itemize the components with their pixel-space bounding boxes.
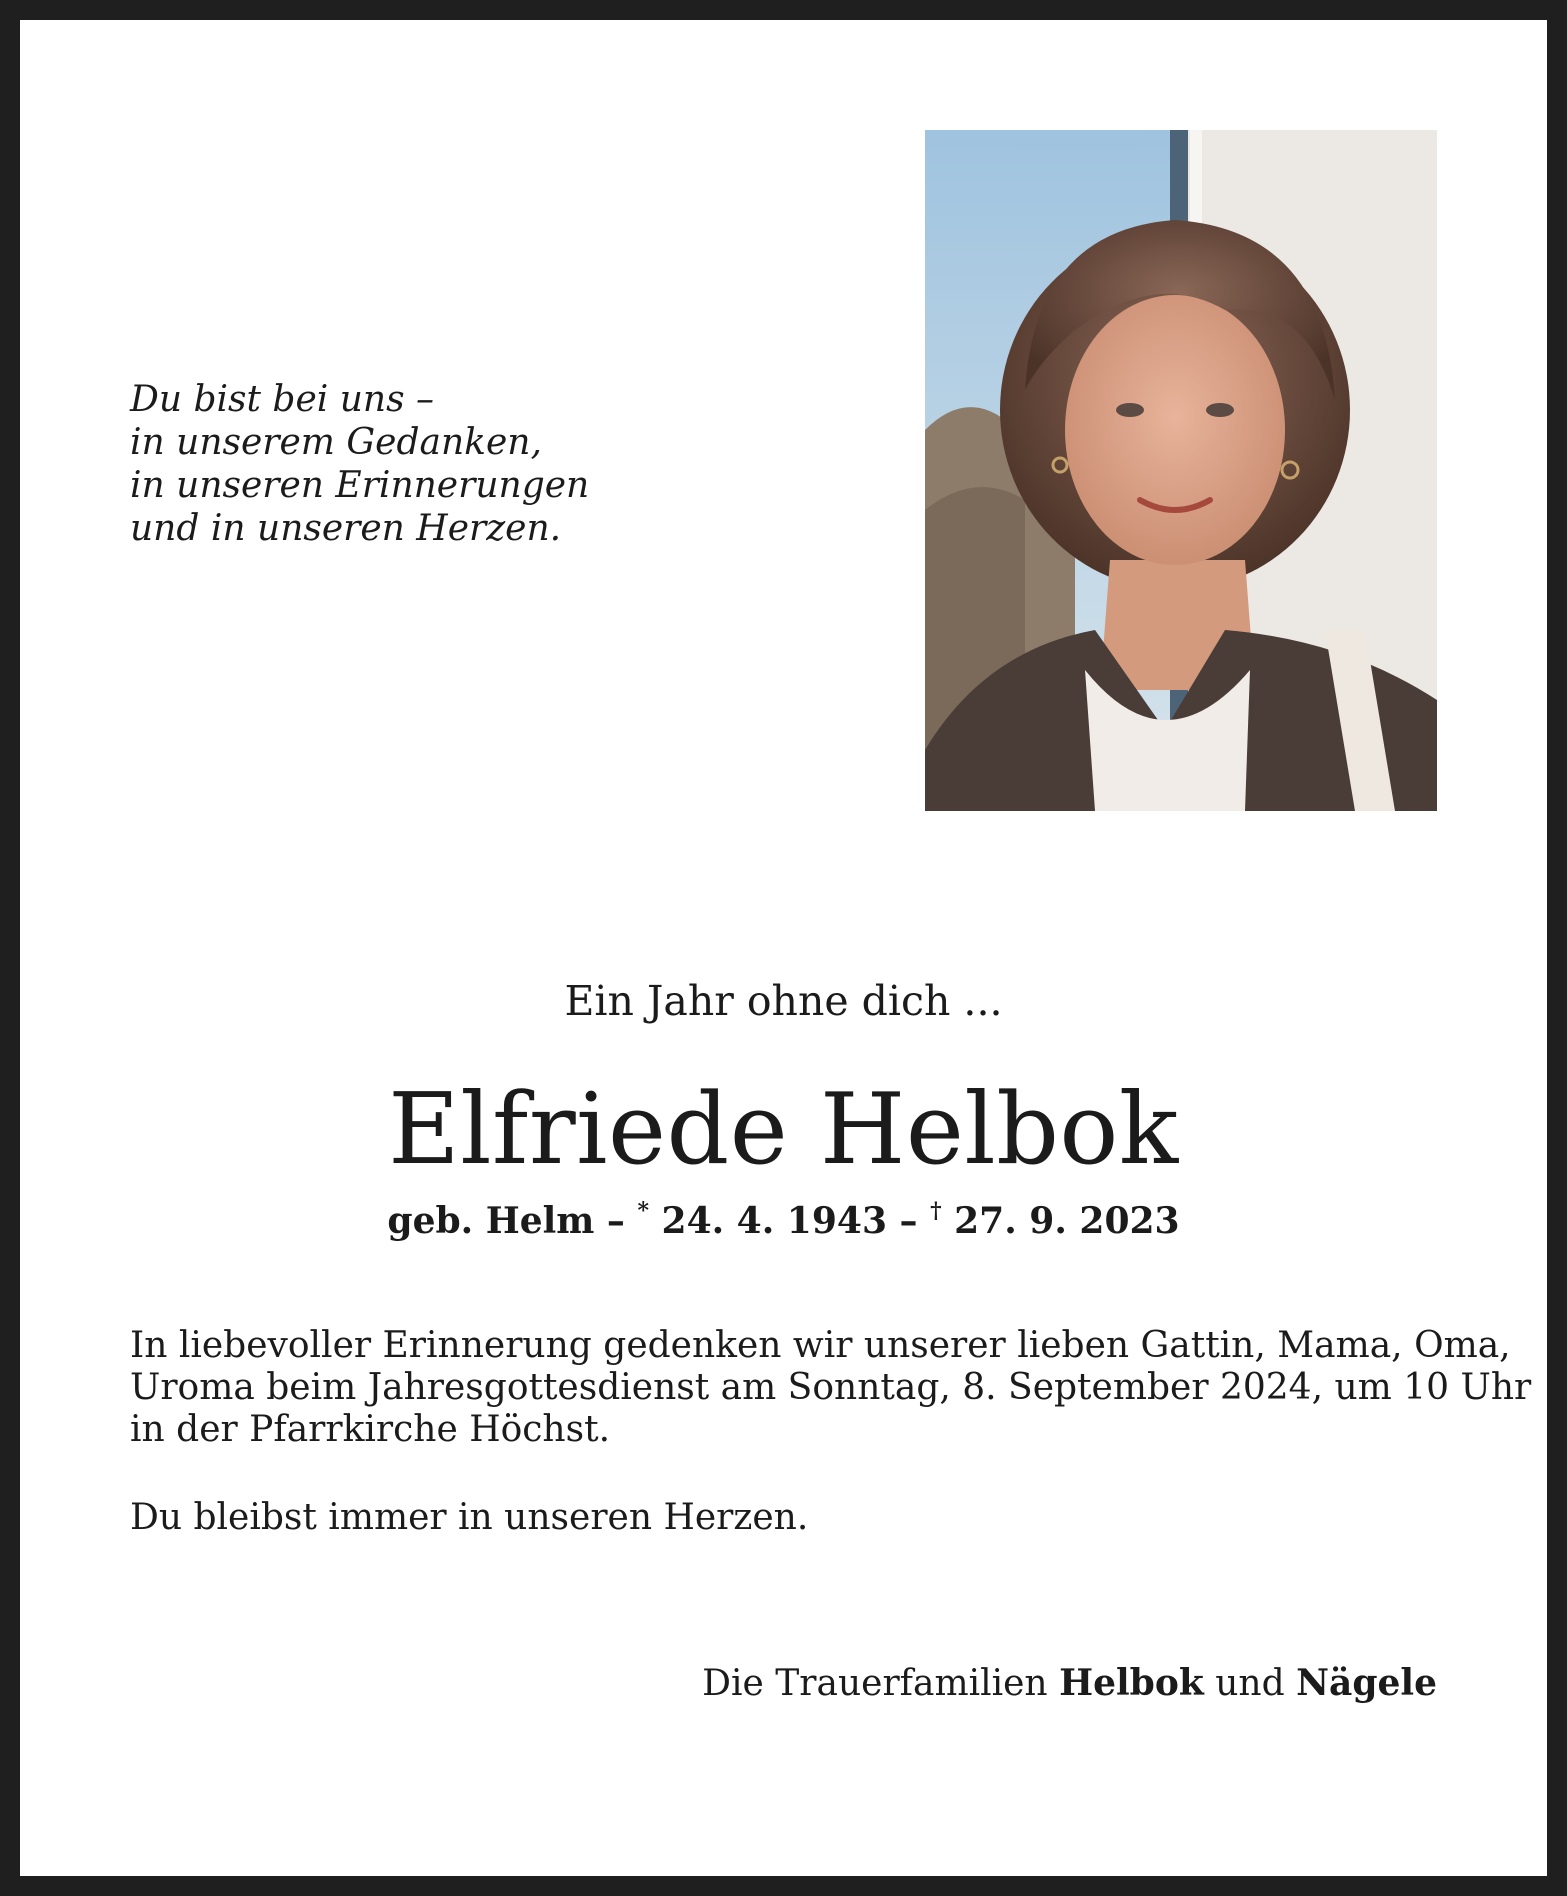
poem-line: in unserem Gedanken, <box>130 422 542 463</box>
family-name-2: Nägele <box>1296 1662 1437 1704</box>
closing-line: Du bleibst immer in unseren Herzen. <box>130 1497 809 1538</box>
signature-prefix: Die Trauerfamilien <box>702 1663 1060 1704</box>
memorial-poem <box>130 378 650 550</box>
portrait-photo <box>925 130 1437 811</box>
birth-date: 24. 4. 1943 <box>648 1200 887 1242</box>
service-announcement <box>130 1325 1532 1451</box>
maiden-name: geb. Helm <box>387 1200 595 1242</box>
signature-conjunction: und <box>1203 1663 1297 1704</box>
family-name-1: Helbok <box>1059 1662 1204 1704</box>
birth-symbol: * <box>637 1198 649 1224</box>
family-signature <box>702 1662 1437 1705</box>
poem-line: in unseren Erinnerungen <box>130 465 590 506</box>
deceased-name: Elfriede Helbok <box>388 1073 1179 1187</box>
death-date: 27. 9. 2023 <box>941 1200 1180 1242</box>
announcement-line: Uroma beim Jahresgottesdienst am Sonntag, 8. September 2024, um 10 Uhr <box>130 1367 1532 1408</box>
poem-line: Du bist bei uns – <box>130 379 435 420</box>
poem-line: und in unseren Herzen. <box>130 508 562 549</box>
dates-separator: – <box>887 1200 931 1242</box>
life-dates <box>0 1198 1567 1244</box>
death-symbol: † <box>930 1198 942 1224</box>
announcement-line: In liebevoller Erinnerung gedenken wir unserer lieben Gattin, Mama, Oma, <box>130 1325 1511 1366</box>
announcement-line: in der Pfarrkirche Höchst. <box>130 1409 611 1450</box>
dates-separator: – <box>594 1200 638 1242</box>
intro-line: Ein Jahr ohne dich ... <box>564 977 1003 1025</box>
